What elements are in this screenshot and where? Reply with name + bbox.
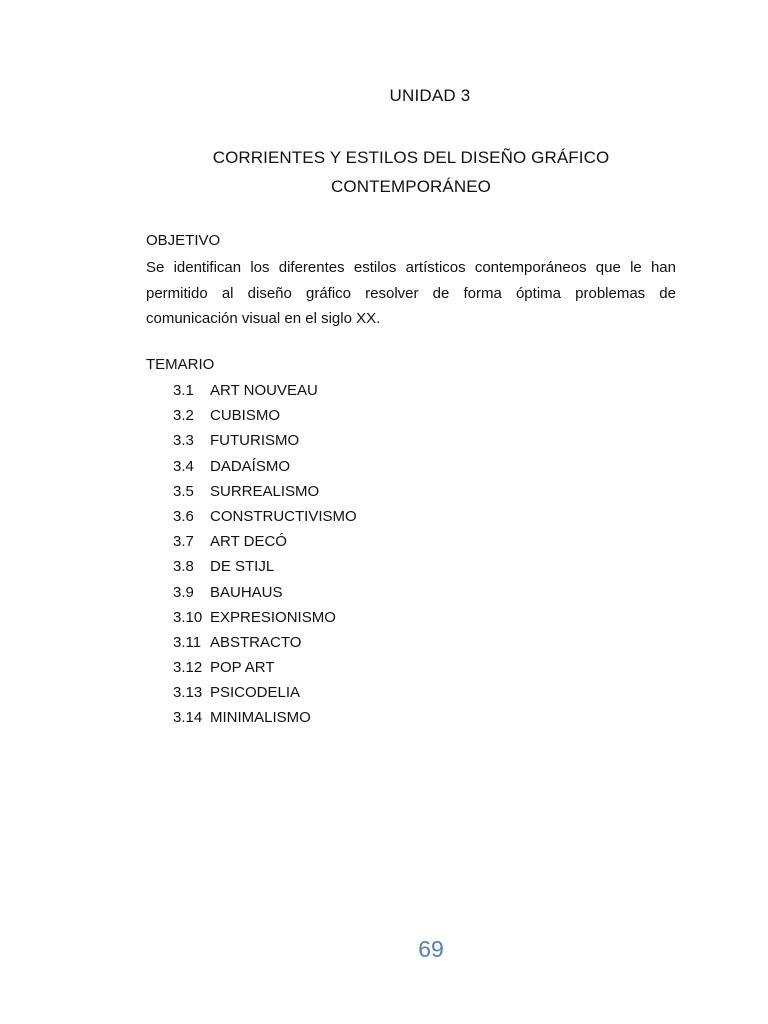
syllabus-item-number: 3.4 <box>173 457 194 475</box>
syllabus-item-number: 3.5 <box>173 482 194 500</box>
syllabus-item <box>173 381 357 406</box>
syllabus-item-label: BAUHAUS <box>210 583 283 601</box>
syllabus-item-label: CUBISMO <box>210 407 281 425</box>
syllabus-item-label: CONSTRUCTIVISMO <box>210 507 357 525</box>
unit-title: UNIDAD 3 <box>389 86 471 105</box>
chapter-title: CORRIENTES Y ESTILOS DEL DISEÑO GRÁFICO CONTEMPORÁNEO <box>212 148 610 196</box>
syllabus-item-number: 3.6 <box>173 507 194 525</box>
syllabus-item-number: 3.10 <box>173 608 203 626</box>
syllabus-heading: TEMARIO <box>146 356 215 373</box>
syllabus-item-number: 3.2 <box>173 407 194 425</box>
page-number: 69 <box>418 936 444 962</box>
syllabus-item <box>173 658 357 683</box>
syllabus-item <box>173 557 357 582</box>
syllabus-item <box>173 683 357 708</box>
syllabus-item <box>173 457 357 482</box>
objective-paragraph: Se identifican los diferentes estilos artísticos contemporáneos que le han permitido al diseño gráfico resolver de forma óptima problemas de comunicación visual en el siglo XX. <box>146 259 676 327</box>
syllabus-item-label: MINIMALISMO <box>210 709 311 727</box>
syllabus-item-label: FUTURISMO <box>210 432 300 450</box>
syllabus-item-number: 3.9 <box>173 583 194 601</box>
syllabus-item-label: ART NOUVEAU <box>210 382 318 399</box>
syllabus-item-label: DE STIJL <box>210 558 275 576</box>
syllabus-list <box>173 381 357 734</box>
objective-heading: OBJETIVO <box>146 232 221 249</box>
syllabus-item <box>173 583 357 608</box>
syllabus-item-number: 3.1 <box>173 382 194 399</box>
syllabus-item <box>173 608 357 633</box>
syllabus-item <box>173 482 357 507</box>
syllabus-item-number: 3.13 <box>173 684 203 702</box>
syllabus-item-number: 3.14 <box>173 709 203 727</box>
syllabus-item-label: POP ART <box>210 659 275 677</box>
syllabus-item-label: EXPRESIONISMO <box>210 608 336 626</box>
syllabus-item-number: 3.7 <box>173 533 194 551</box>
syllabus-item <box>173 532 357 557</box>
syllabus-item <box>173 633 357 658</box>
syllabus-item <box>173 708 357 733</box>
syllabus-item <box>173 507 357 532</box>
syllabus-item-number: 3.8 <box>173 558 194 576</box>
syllabus-item-label: PSICODELIA <box>210 684 301 702</box>
syllabus-item <box>173 431 357 456</box>
syllabus-item-label: ABSTRACTO <box>210 633 302 651</box>
syllabus-item-label: ART DECÓ <box>210 533 287 551</box>
syllabus-item-number: 3.12 <box>173 659 203 677</box>
syllabus-item <box>173 406 357 431</box>
syllabus-item-number: 3.3 <box>173 432 194 450</box>
syllabus-item-number: 3.11 <box>173 633 202 651</box>
syllabus-item-label: DADAÍSMO <box>210 457 291 475</box>
syllabus-item-label: SURREALISMO <box>210 482 320 500</box>
